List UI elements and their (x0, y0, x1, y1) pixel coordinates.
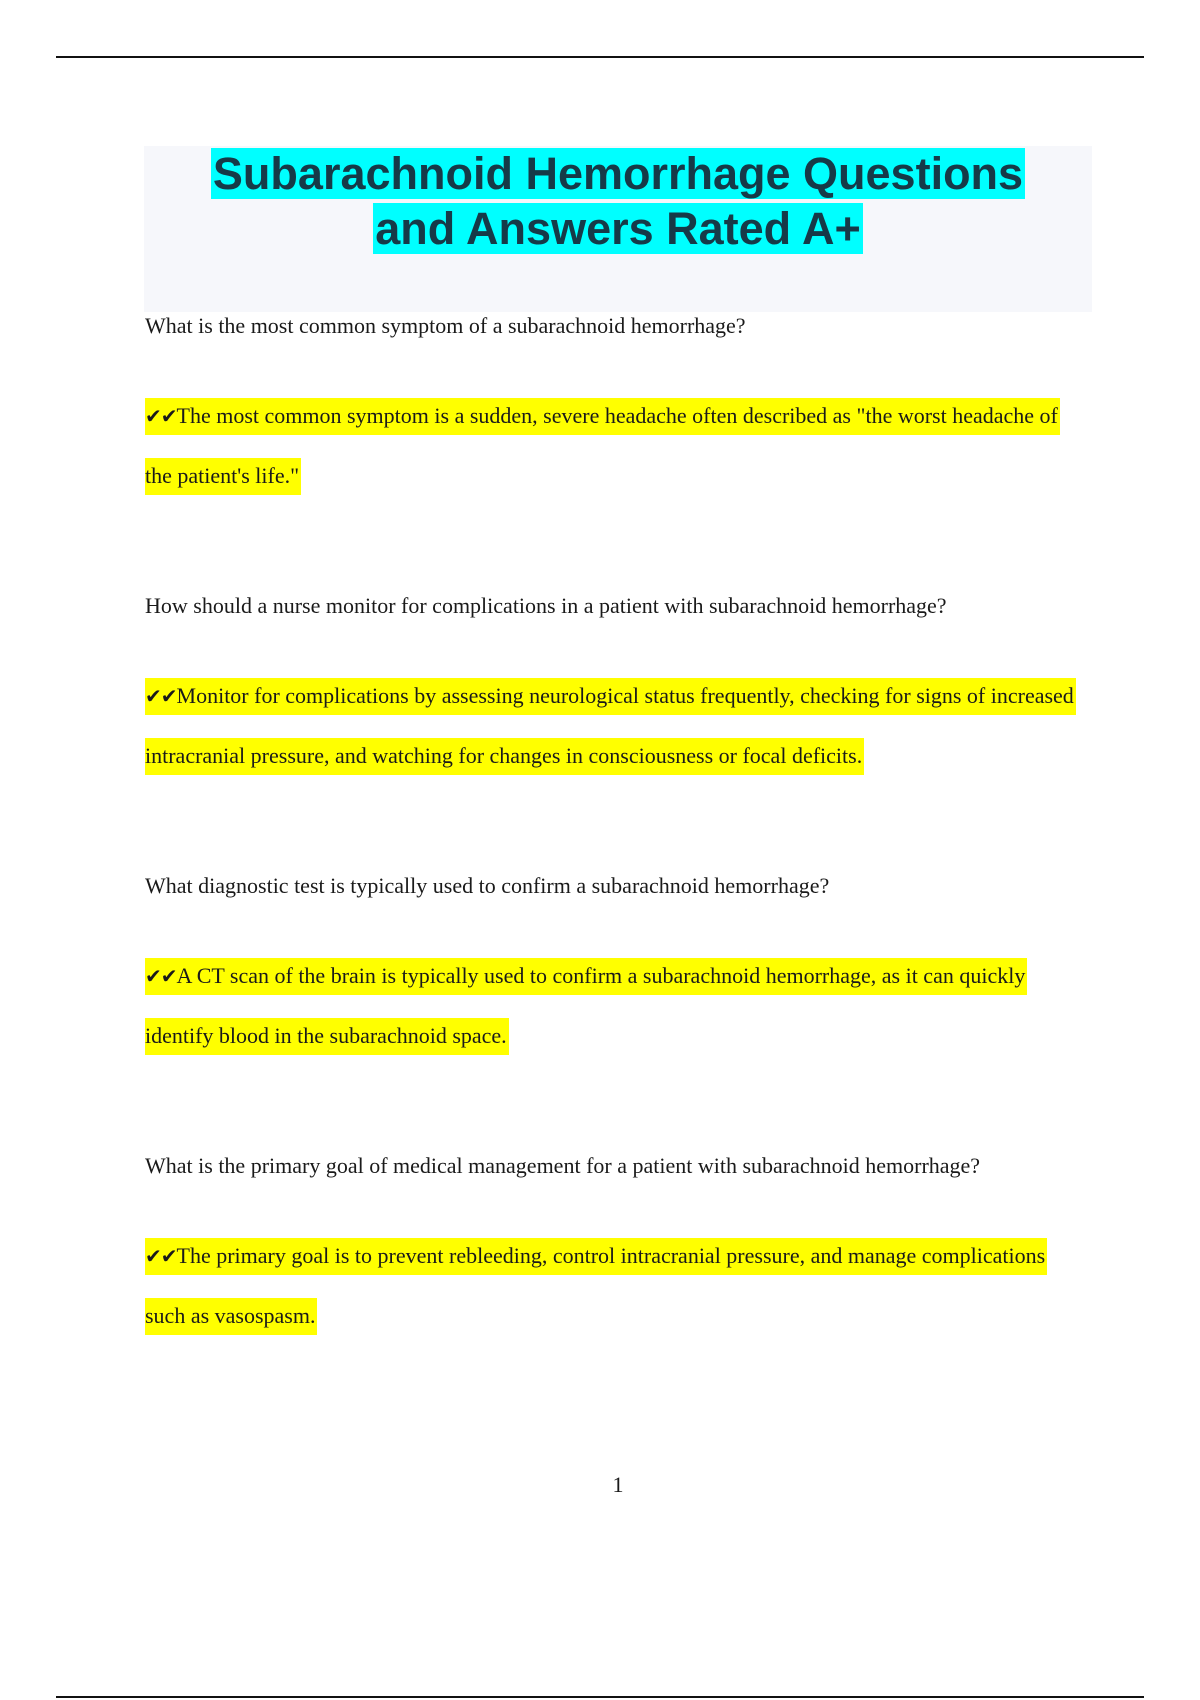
answer-4 (145, 1226, 1085, 1346)
answer-2-text: Monitor for complications by assessing neurological status frequently, checking for signs of increased intracranial pressure, and watching for changes in consciousness or focal deficits. (145, 683, 1074, 768)
title-block (144, 146, 1092, 312)
qa-item-2 (145, 592, 1085, 786)
answer-3 (145, 946, 1085, 1066)
answer-1-text: The most common symptom is a sudden, severe headache often described as "the worst headache of the patient's life." (145, 403, 1058, 488)
qa-item-1 (145, 312, 1085, 506)
top-rule (56, 56, 1144, 58)
page-title (144, 146, 1092, 256)
qa-item-4 (145, 1152, 1085, 1346)
bottom-rule (56, 1696, 1144, 1698)
check-mark-icon: ✔✔ (145, 1244, 177, 1268)
page-number: 1 (612, 1472, 624, 1497)
answer-3-text: A CT scan of the brain is typically used to confirm a subarachnoid hemorrhage, as it can quickly identify blood in the subarachnoid space. (145, 963, 1026, 1048)
answer-4-text: The primary goal is to prevent rebleeding, control intracranial pressure, and manage complications such as vasospasm. (145, 1243, 1046, 1328)
qa-item-3 (145, 872, 1085, 1066)
page-title-line-1: Subarachnoid Hemorrhage Questions (212, 148, 1024, 199)
check-mark-icon: ✔✔ (145, 404, 177, 428)
page-title-line-2: and Answers Rated A+ (375, 203, 861, 254)
question-4: What is the primary goal of medical management for a patient with subarachnoid hemorrhage? (145, 1153, 981, 1178)
question-3: What diagnostic test is typically used to confirm a subarachnoid hemorrhage? (145, 873, 830, 898)
check-mark-icon: ✔✔ (145, 684, 177, 708)
answer-2 (145, 666, 1085, 786)
answer-1 (145, 386, 1085, 506)
question-2: How should a nurse monitor for complications in a patient with subarachnoid hemorrhage? (145, 593, 947, 618)
question-1: What is the most common symptom of a subarachnoid hemorrhage? (145, 313, 746, 338)
check-mark-icon: ✔✔ (145, 964, 177, 988)
